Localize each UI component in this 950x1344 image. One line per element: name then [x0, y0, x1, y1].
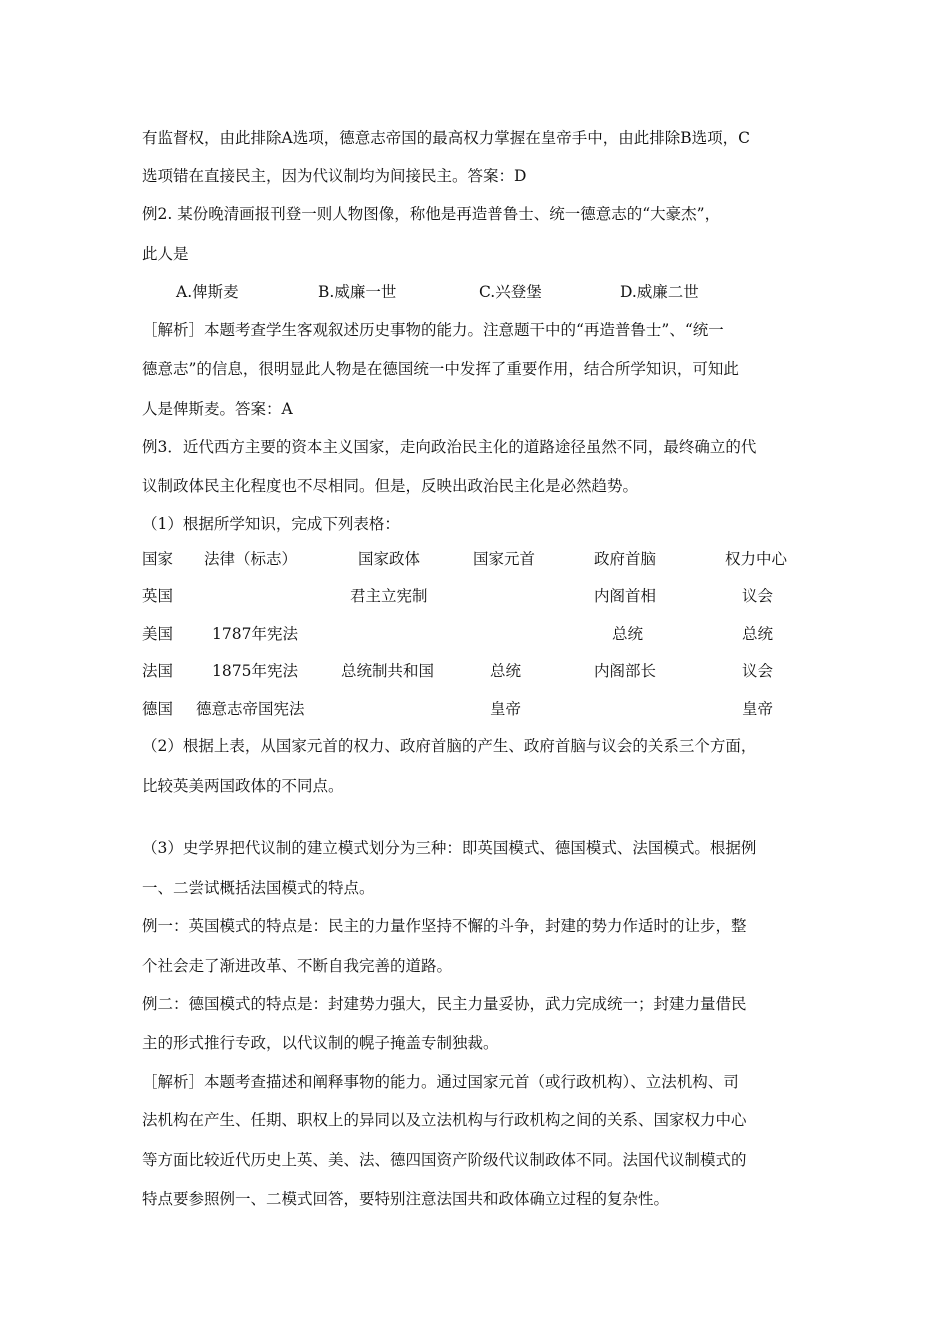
table-cell: 皇帝 — [742, 700, 774, 718]
option-d: D.威廉二世 — [620, 283, 699, 301]
option-c: C.兴登堡 — [479, 283, 542, 301]
table-header: 国家元首 — [473, 550, 536, 568]
analysis-line: ［解析］本题考查学生客观叙述历史事物的能力。注意题干中的“再造普鲁士”、“统一 — [142, 321, 724, 339]
table-cell: 英国 — [142, 587, 174, 605]
example-2-question: 例2. 某份晚清画报刊登一则人物图像，称他是再造普鲁士、统一德意志的“大豪杰”， — [142, 205, 721, 223]
table-header: 国家政体 — [358, 550, 421, 568]
analysis-line: 法机构在产生、任期、职权上的异同以及立法机构与行政机构之间的关系、国家权力中心 — [142, 1111, 747, 1129]
sub-question-1: （1）根据所学知识，完成下列表格： — [142, 515, 400, 533]
paragraph-line: 主的形式推行专政，以代议制的幌子掩盖专制独裁。 — [142, 1034, 499, 1052]
option-b: B.威廉一世 — [318, 283, 397, 301]
paragraph-line: 个社会走了渐进改革、不断自我完善的道路。 — [142, 957, 453, 975]
analysis-line: 人是俾斯麦。答案：A — [142, 400, 293, 418]
example-two: 例二：德国模式的特点是：封建势力强大，民主力量妥协，武力完成统一；封建力量借民 — [142, 995, 747, 1013]
table-cell: 总统 — [612, 625, 644, 643]
paragraph-line: 此人是 — [142, 245, 189, 263]
table-cell: 议会 — [742, 662, 774, 680]
sub-question-2: （2）根据上表，从国家元首的权力、政府首脑的产生、政府首脑与议会的关系三个方面， — [142, 737, 757, 755]
table-cell: 总统制共和国 — [341, 662, 435, 680]
table-cell: 1787年宪法 — [212, 625, 298, 643]
analysis-line: 特点要参照例一、二模式回答，要特别注意法国共和政体确立过程的复杂性。 — [142, 1190, 670, 1208]
table-cell: 美国 — [142, 625, 174, 643]
sub-question-3: （3）史学界把代议制的建立模式划分为三种：即英国模式、德国模式、法国模式。根据例 — [142, 839, 757, 857]
table-header: 权力中心 — [725, 550, 788, 568]
table-cell: 皇帝 — [490, 700, 522, 718]
table-cell: 议会 — [742, 587, 774, 605]
table-cell: 1875年宪法 — [212, 662, 298, 680]
table-cell: 君主立宪制 — [350, 587, 428, 605]
table-cell: 德国 — [142, 700, 174, 718]
analysis-line: 等方面比较近代历史上英、美、法、德四国资产阶级代议制政体不同。法国代议制模式的 — [142, 1151, 747, 1169]
table-cell: 总统 — [742, 625, 774, 643]
table-cell: 内阁部长 — [594, 662, 657, 680]
paragraph-line: 有监督权，由此排除A选项，德意志帝国的最高权力掌握在皇帝手中，由此排除B选项，C — [142, 129, 750, 147]
analysis-line: 德意志”的信息，很明显此人物是在德国统一中发挥了重要作用，结合所学知识，可知此 — [142, 360, 739, 378]
table-cell: 总统 — [490, 662, 522, 680]
example-3-question: 例3．近代西方主要的资本主义国家，走向政治民主化的道路途径虽然不同，最终确立的代 — [142, 438, 757, 456]
paragraph-line: 选项错在直接民主，因为代议制均为间接民主。答案：D — [142, 167, 527, 185]
paragraph-line: 议制政体民主化程度也不尽相同。但是，反映出政治民主化是必然趋势。 — [142, 477, 639, 495]
paragraph-line: 比较英美两国政体的不同点。 — [142, 777, 344, 795]
table-cell: 内阁首相 — [594, 587, 657, 605]
example-one: 例一：英国模式的特点是：民主的力量作坚持不懈的斗争，封建的势力作适时的让步，整 — [142, 917, 747, 935]
analysis-line: ［解析］本题考查描述和阐释事物的能力。通过国家元首（或行政机构）、立法机构、司 — [142, 1073, 739, 1091]
table-header: 法律（标志） — [204, 550, 298, 568]
table-header: 国家 — [142, 550, 174, 568]
paragraph-line: 一、二尝试概括法国模式的特点。 — [142, 879, 375, 897]
table-header: 政府首脑 — [594, 550, 657, 568]
table-cell: 德意志帝国宪法 — [196, 700, 305, 718]
option-a: A.俾斯麦 — [176, 283, 239, 301]
table-cell: 法国 — [142, 662, 174, 680]
